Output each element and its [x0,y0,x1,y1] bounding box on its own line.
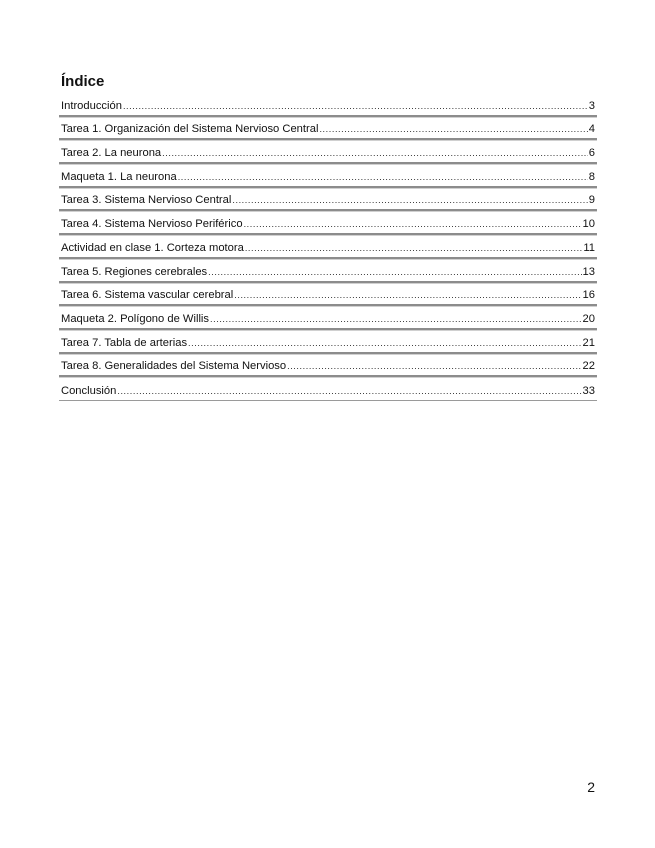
toc-entry-page: 8 [588,170,595,183]
toc-entry-label: Tarea 1. Organización del Sistema Nervioso Central [61,123,319,136]
toc-dot-leader [123,99,588,115]
toc-entry-page: 21 [582,336,595,349]
toc-entry[interactable] [59,237,597,259]
toc-entry-label: Introducción [61,99,122,112]
toc-dot-leader [244,217,582,233]
toc-dot-leader [232,193,587,209]
toc-entry-page: 11 [583,241,595,254]
toc-entry-label: Conclusión [61,384,117,397]
toc-entry[interactable] [59,356,597,378]
toc-entry-label: Tarea 4. Sistema Nervioso Periférico [61,218,243,231]
toc-dot-leader [178,170,588,186]
toc-list [59,95,597,403]
toc-dot-leader [287,359,581,375]
toc-entry-page: 20 [582,312,595,325]
toc-dot-leader [208,265,581,281]
toc-entry[interactable] [59,166,597,188]
toc-entry-page: 22 [582,360,595,373]
toc-entry-page: 33 [582,384,595,397]
toc-entry[interactable] [59,142,597,164]
toc-entry-page: 16 [582,289,595,302]
toc-entry-page: 13 [582,265,595,278]
toc-entry-label: Maqueta 2. Polígono de Willis [61,312,210,325]
toc-entry[interactable] [59,95,597,117]
toc-entry-label: Tarea 5. Regiones cerebrales [61,265,208,278]
toc-entry-label: Tarea 3. Sistema Nervioso Central [61,194,232,207]
toc-entry[interactable] [59,379,597,401]
toc-entry[interactable] [59,285,597,307]
toc-entry-label: Maqueta 1. La neurona [61,170,177,183]
toc-title: Índice [61,73,105,90]
toc-entry-page: 9 [588,194,595,207]
toc-dot-leader [234,288,581,304]
toc-dot-leader [162,146,588,162]
toc-entry-label: Actividad en clase 1. Corteza motora [61,241,244,254]
toc-dot-leader [117,384,581,400]
toc-dot-leader [210,312,582,328]
toc-dot-leader [245,241,583,257]
toc-entry-label: Tarea 8. Generalidades del Sistema Nervioso [61,360,287,373]
toc-entry-label: Tarea 7. Tabla de arterias [61,336,188,349]
toc-entry[interactable] [59,261,597,283]
toc-entry[interactable] [59,332,597,354]
toc-entry[interactable] [59,190,597,212]
toc-entry-page: 6 [588,147,595,160]
toc-dot-leader [188,336,582,352]
toc-entry[interactable] [59,308,597,330]
toc-entry-label: Tarea 2. La neurona [61,147,162,160]
toc-entry[interactable] [59,119,597,141]
toc-entry[interactable] [59,213,597,235]
toc-dot-leader [319,122,587,138]
toc-entry-page: 3 [588,99,595,112]
page-number: 2 [587,779,595,795]
toc-entry-page: 10 [582,218,595,231]
toc-entry-label: Tarea 6. Sistema vascular cerebral [61,289,234,302]
toc-entry-page: 4 [588,123,595,136]
